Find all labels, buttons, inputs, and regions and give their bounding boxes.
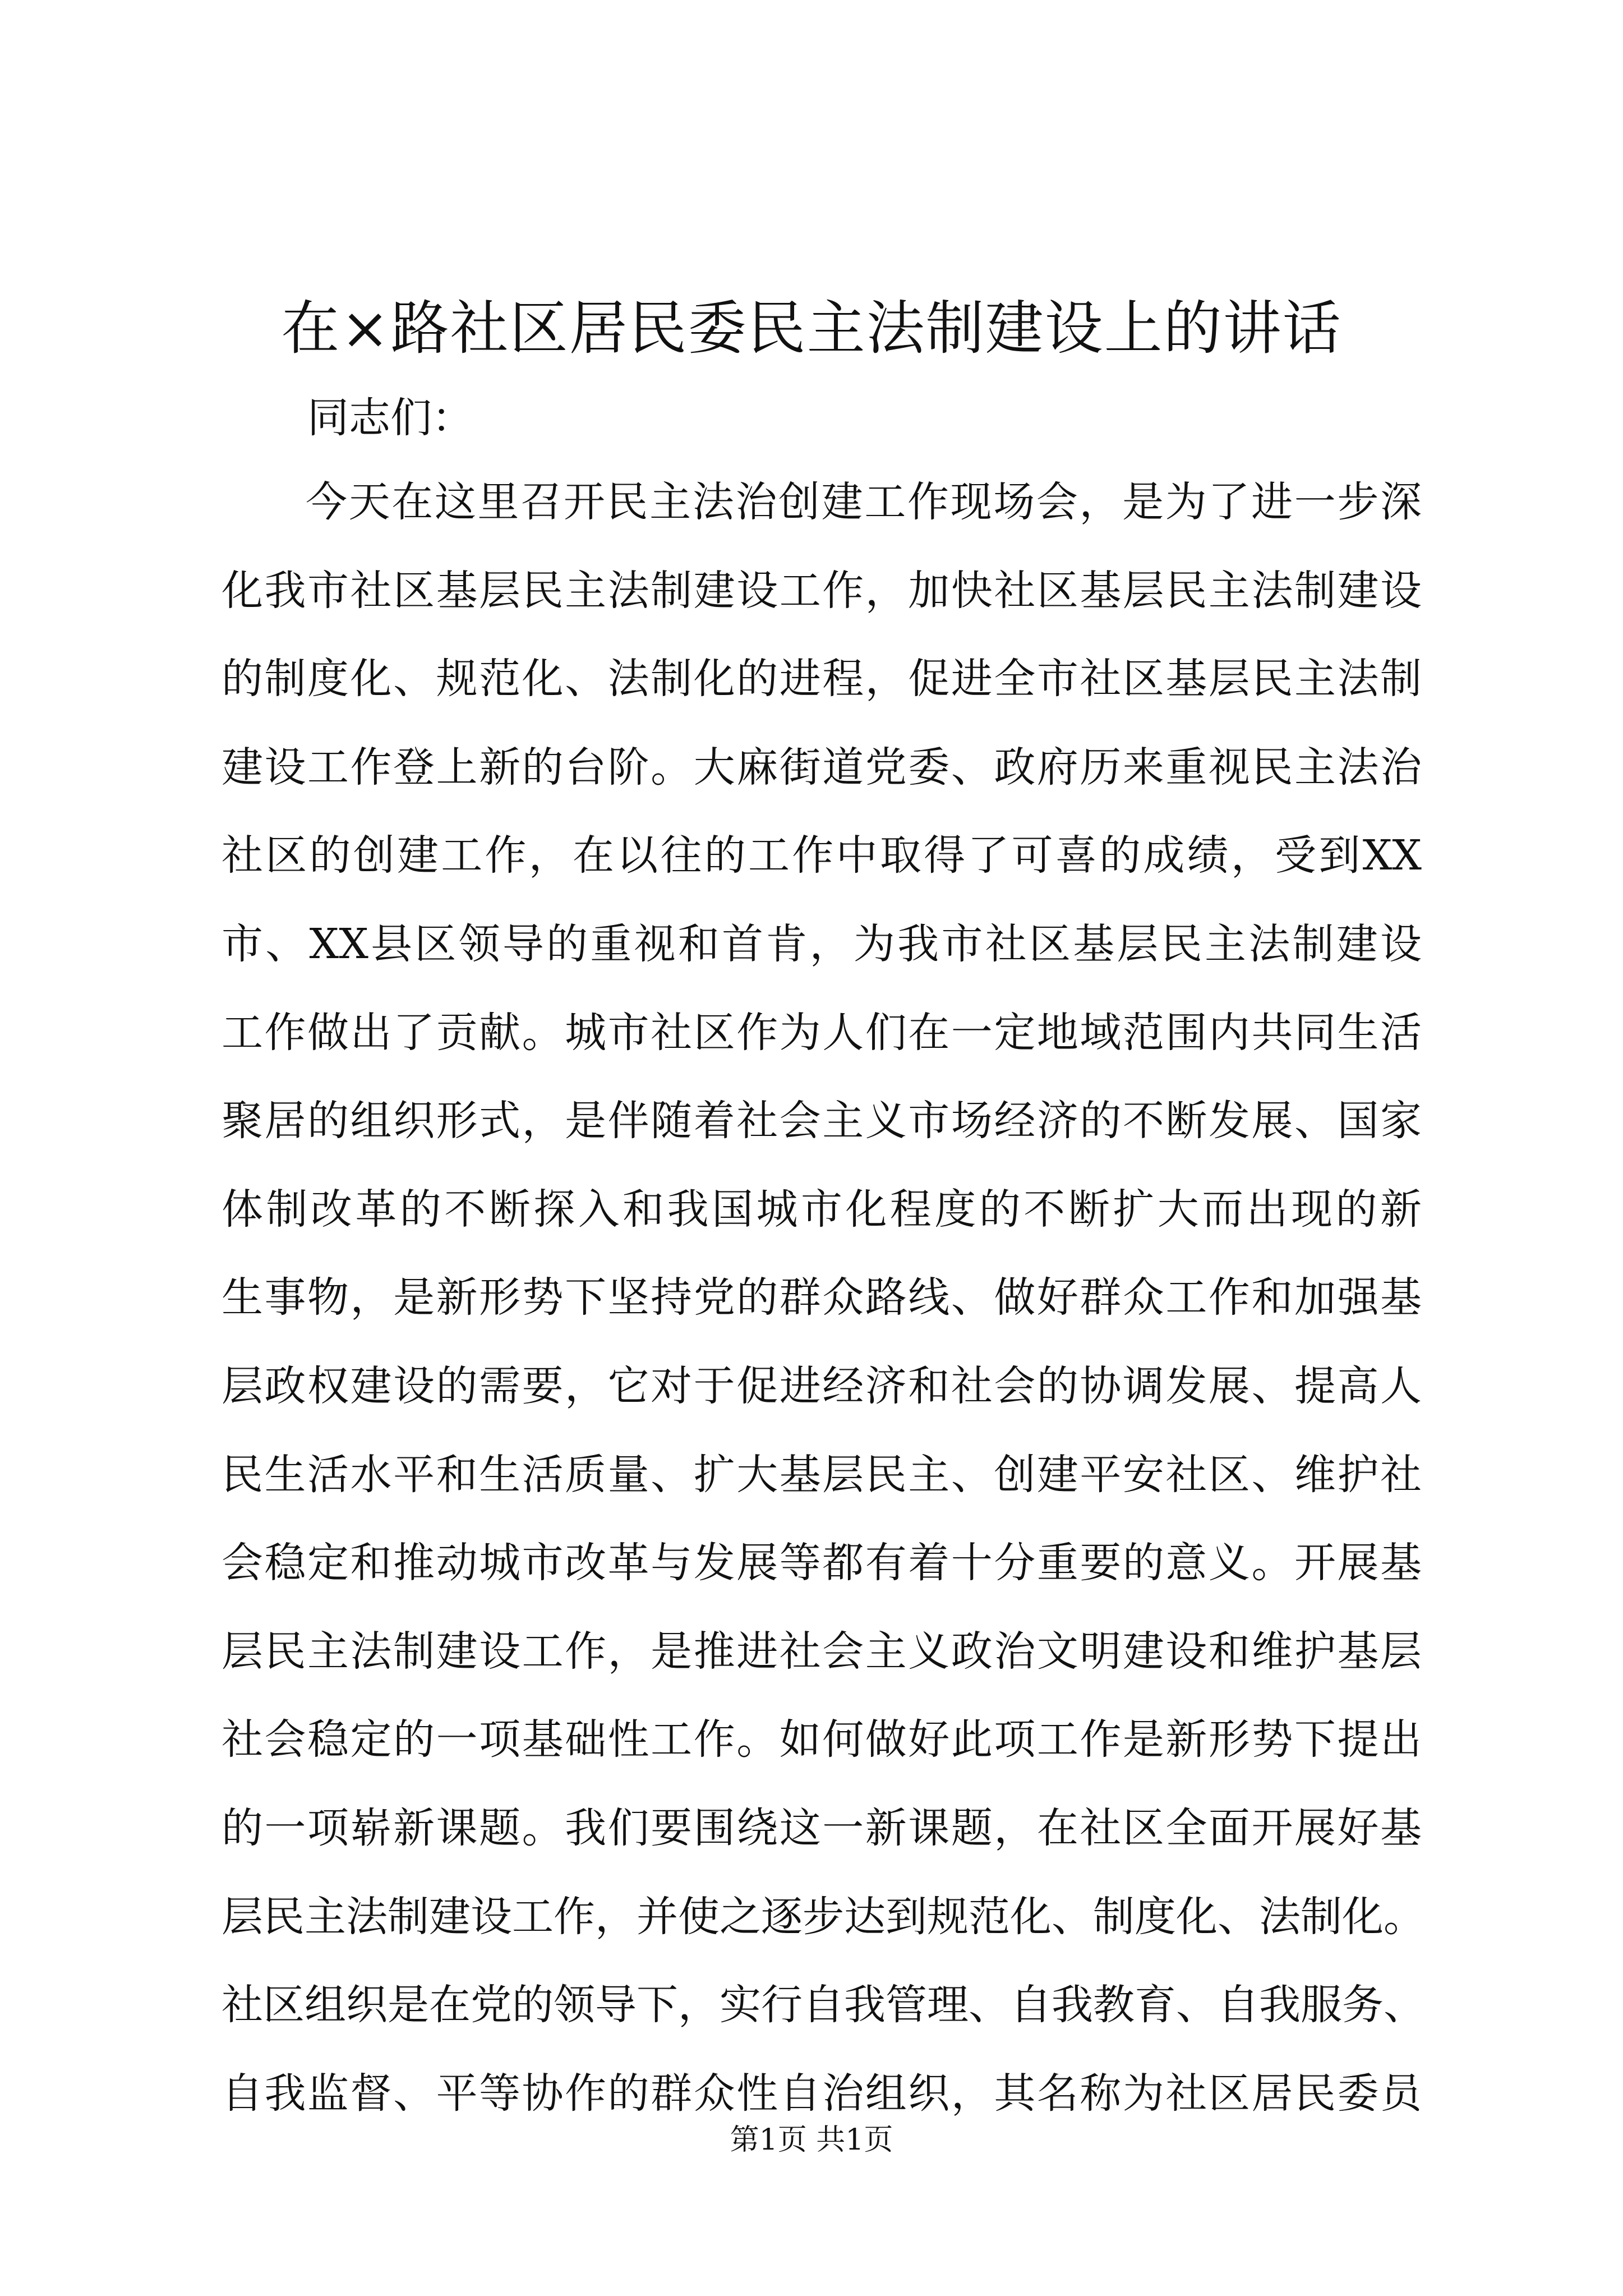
body-line: 的一项崭新课题。我们要围绕这一新课题，在社区全面开展好基 — [222, 1803, 1422, 1852]
body-line: 民生活水平和生活质量、扩大基层民主、创建平安社区、维护社 — [222, 1450, 1422, 1499]
body-line: 会稳定和推动城市改革与发展等都有着十分重要的意义。开展基 — [222, 1539, 1422, 1588]
body-line: 社区的创建工作，在以往的工作中取得了可喜的成绩，受到XX — [222, 831, 1422, 880]
body-line: 建设工作登上新的台阶。大麻街道党委、政府历来重视民主法治 — [222, 743, 1422, 792]
body-line: 层政权建设的需要，它对于促进经济和社会的协调发展、提高人 — [222, 1361, 1422, 1410]
body-line: 今天在这里召开民主法治创建工作现场会，是为了进一步深 — [306, 478, 1422, 526]
page-footer: 第1页 共1页 — [730, 2123, 893, 2157]
body-line: 社区组织是在党的领导下，实行自我管理、自我教育、自我服务、 — [222, 1981, 1425, 2030]
body-line: 社会稳定的一项基础性工作。如何做好此项工作是新形势下提出 — [222, 1715, 1422, 1764]
body-line: 工作做出了贡献。城市社区作为人们在一定地域范围内共同生活 — [222, 1008, 1422, 1057]
salutation: 同志们： — [307, 394, 473, 442]
body-line: 自我监督、平等协作的群众性自治组织，其名称为社区居民委员 — [222, 2069, 1422, 2118]
body-line: 层民主法制建设工作，是推进社会主义政治文明建设和维护基层 — [222, 1627, 1422, 1676]
body-line: 体制改革的不断探入和我国城市化程度的不断扩大而出现的新 — [222, 1185, 1422, 1234]
body-line: 生事物，是新形势下坚持党的群众路线、做好群众工作和加强基 — [222, 1273, 1422, 1322]
body-line: 市、XX县区领导的重视和首肯，为我市社区基层民主法制建设 — [222, 919, 1422, 968]
body-text — [222, 474, 1425, 2154]
body-line: 层民主法制建设工作，并使之逐步达到规范化、制度化、法制化。 — [222, 1892, 1425, 1941]
document-title: 在×路社区居民委民主法制建设上的讲话 — [281, 294, 1342, 362]
body-line: 聚居的组织形式，是伴随着社会主义市场经济的不断发展、国家 — [222, 1097, 1422, 1145]
body-line: 化我市社区基层民主法制建设工作，加快社区基层民主法制建设 — [222, 566, 1422, 615]
body-line: 的制度化、规范化、法制化的进程，促进全市社区基层民主法制 — [222, 655, 1422, 703]
